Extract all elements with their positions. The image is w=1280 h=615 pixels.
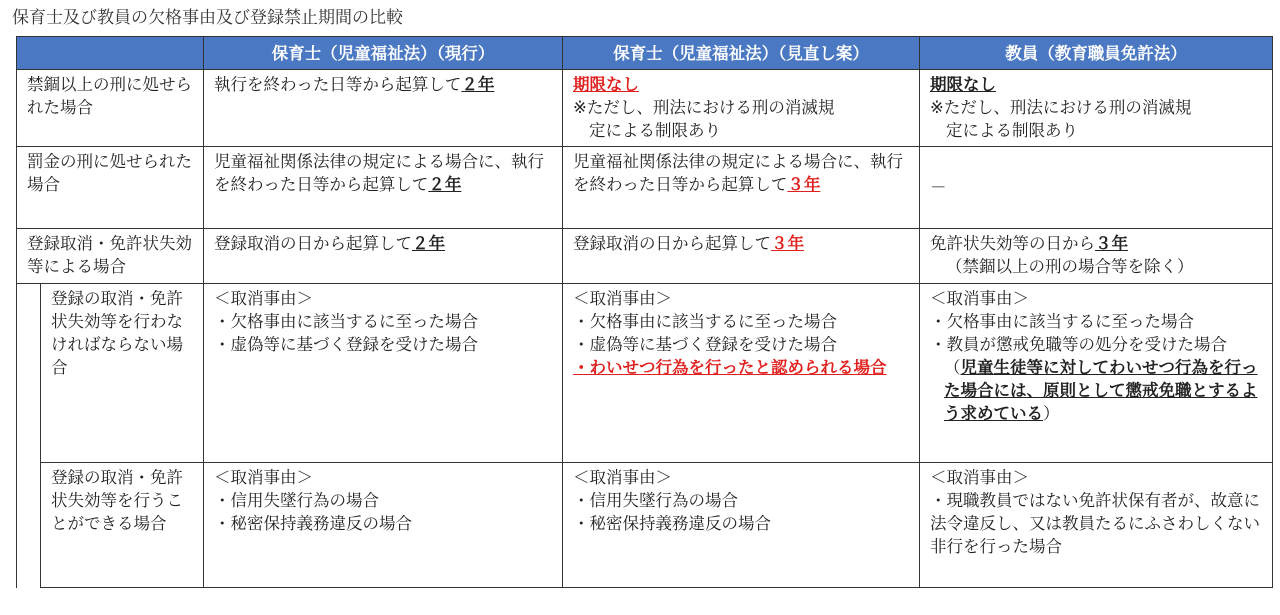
comparison-table	[16, 36, 1273, 588]
cell-current-fine	[204, 147, 563, 229]
reasons-heading: ＜取消事由＞	[214, 289, 313, 308]
list-item: ・教員が懲戒免職等の処分を受けた場合	[930, 335, 1227, 354]
table-row	[17, 229, 1273, 284]
list-item: ・欠格事由に該当するに至った場合	[214, 312, 478, 331]
note-line: （禁錮以上の刑の場合等を除く）	[946, 257, 1194, 276]
cell-teacher-revocation	[920, 229, 1273, 284]
cell-teacher-discretionary	[920, 463, 1273, 588]
header-blank	[17, 37, 204, 70]
cell-text: 執行を終わった日等から起算して	[214, 75, 462, 94]
emphasis-text: 児童生徒等に対してわいせつ行為を行った場合には、原則として懲戒免職とするよう求めている	[944, 358, 1258, 423]
indent-spacer	[17, 463, 41, 588]
reasons-heading: ＜取消事由＞	[214, 468, 313, 487]
cell-proposed-discretionary	[563, 463, 920, 588]
cell-current-discretionary	[204, 463, 563, 588]
page-title: 保育士及び教員の欠格事由及び登録禁止期間の比較	[12, 8, 403, 28]
period-value: ３年	[787, 175, 821, 194]
note-line: ※ただし、刑法における刑の消滅規	[930, 98, 1192, 117]
cell-teacher-mandatory	[920, 284, 1273, 463]
list-item: ・欠格事由に該当するに至った場合	[573, 312, 837, 331]
cell-proposed-mandatory	[563, 284, 920, 463]
paren-open: （	[944, 358, 961, 377]
row-label-imprisonment: 禁錮以上の刑に処せられた場合	[17, 70, 204, 147]
cell-teacher-fine: －	[920, 147, 1273, 229]
row-label-mandatory: 登録の取消・免許状失効等を行わなければならない場合	[41, 284, 204, 463]
period-value: ２年	[428, 175, 462, 194]
cell-text: 児童福祉関係法律の規定による場合に、執行を終わった日等から起算して	[214, 152, 544, 194]
row-label-discretionary: 登録の取消・免許状失効等を行うことができる場合	[41, 463, 204, 588]
list-item: ・虚偽等に基づく登録を受けた場合	[214, 335, 478, 354]
note-line: ※ただし、刑法における刑の消滅規	[573, 98, 835, 117]
list-item: ・欠格事由に該当するに至った場合	[930, 312, 1194, 331]
list-item: ・虚偽等に基づく登録を受けた場合	[573, 335, 837, 354]
cell-proposed-imprisonment	[563, 70, 920, 147]
table-row	[17, 147, 1273, 229]
cell-proposed-fine	[563, 147, 920, 229]
list-item: ・現職教員ではない免許状保有者が、故意に法令違反し、又は教員たるにふさわしくない非行を行った場合	[930, 491, 1260, 556]
period-value: ３年	[1095, 234, 1128, 253]
table-row	[17, 463, 1273, 588]
reasons-heading: ＜取消事由＞	[930, 289, 1029, 308]
cell-current-revocation	[204, 229, 563, 284]
cell-proposed-revocation	[563, 229, 920, 284]
cell-text: 免許状失効等の日から	[930, 234, 1095, 253]
emphasis-note	[930, 356, 1262, 425]
list-item: ・信用失墜行為の場合	[214, 491, 379, 510]
header-current: 保育士（児童福祉法）（現行）	[204, 37, 563, 70]
cell-teacher-imprisonment	[920, 70, 1273, 147]
cell-text: 児童福祉関係法律の規定による場合に、執行を終わった日等から起算して	[573, 152, 903, 194]
cell-current-imprisonment	[204, 70, 563, 147]
header-teacher: 教員（教育職員免許法）	[920, 37, 1273, 70]
reasons-heading: ＜取消事由＞	[573, 468, 672, 487]
note-line: 定による制限あり	[946, 121, 1078, 140]
list-item: ・秘密保持義務違反の場合	[573, 514, 771, 533]
cell-current-mandatory	[204, 284, 563, 463]
table-row	[17, 284, 1273, 463]
cell-text: 登録取消の日から起算して	[214, 234, 412, 253]
note-line: 定による制限あり	[589, 121, 721, 140]
header-proposed: 保育士（児童福祉法）（見直し案）	[563, 37, 920, 70]
paren-close: ）	[1043, 404, 1060, 423]
period-value: 期限なし	[930, 75, 996, 94]
table-header-row	[17, 37, 1273, 70]
cell-text: 登録取消の日から起算して	[573, 234, 771, 253]
reasons-heading: ＜取消事由＞	[930, 468, 1029, 487]
indent-spacer	[17, 284, 41, 463]
period-value: 期限なし	[573, 75, 639, 94]
list-item: ・信用失墜行為の場合	[573, 491, 738, 510]
period-value: ３年	[771, 234, 804, 253]
row-label-revocation: 登録取消・免許状失効等による場合	[17, 229, 204, 284]
period-value: ２年	[412, 234, 445, 253]
table-row	[17, 70, 1273, 147]
list-item: ・秘密保持義務違反の場合	[214, 514, 412, 533]
list-item-new: ・わいせつ行為を行ったと認められる場合	[573, 358, 887, 377]
row-label-fine: 罰金の刑に処せられた場合	[17, 147, 204, 229]
period-value: ２年	[461, 75, 495, 94]
reasons-heading: ＜取消事由＞	[573, 289, 672, 308]
